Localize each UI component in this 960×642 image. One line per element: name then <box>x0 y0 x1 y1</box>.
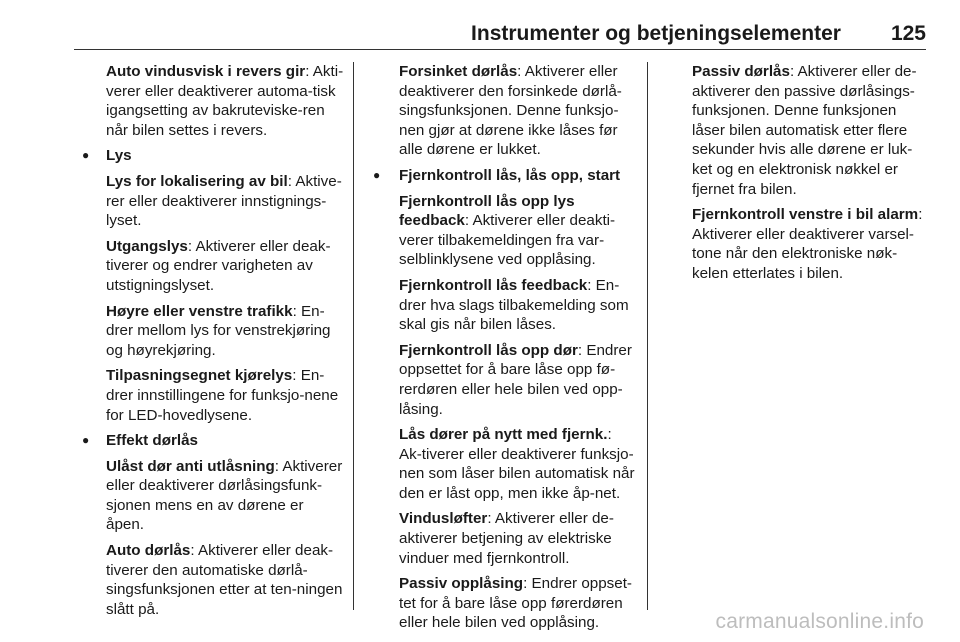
setting-entry <box>660 62 928 199</box>
setting-entry <box>365 341 635 419</box>
setting-description: : Aktiverer eller deak-tiverer den automatiske dørlå-singsfunksjonen etter at ten-ningen slått på. <box>106 542 343 618</box>
setting-term: Passiv dørlås <box>692 63 790 80</box>
setting-term: Auto vindusvisk i revers gir <box>106 63 306 80</box>
setting-entry <box>82 457 344 535</box>
setting-description: : Aktiverer eller deaktiverer varsel-tone når den elektroniske nøk-kelen etterlates i bilen. <box>692 206 923 282</box>
setting-term: Fjernkontroll lås opp dør <box>399 341 578 359</box>
setting-term: Høyre eller venstre trafikk <box>106 302 293 320</box>
setting-description: : Aktiverer eller deak-tiverer og endrer varigheten av utstigningslyset. <box>106 237 331 294</box>
setting-term: Utgangslys <box>106 237 188 255</box>
setting-description: : En-drer innstillingene for funksjo-nene for LED-hovedlysene. <box>106 367 339 424</box>
setting-entry <box>365 509 635 568</box>
setting-term: Passiv opplåsing <box>399 575 524 593</box>
setting-term: Lys for lokalisering av bil <box>106 172 288 190</box>
setting-description: : Aktiverer eller de-aktiverer betjening av elektriske vinduer med fjernkontroll. <box>399 510 614 567</box>
setting-description: : Endrer oppset-tet for å bare låse opp førerdøren eller hele bilen ved opplåsing. <box>399 575 632 632</box>
watermark: carmanualsonline.info <box>715 610 924 633</box>
setting-entry <box>660 205 928 283</box>
setting-term: Fjernkontroll venstre i bil alarm <box>692 206 919 224</box>
setting-entry <box>82 366 344 425</box>
setting-description: : Aktive-rer eller deaktiverer innstignings-lyset. <box>106 172 342 230</box>
column-divider <box>353 62 354 610</box>
column-2 <box>365 62 635 639</box>
setting-term: Auto dørlås <box>106 542 191 560</box>
setting-description: : En-drer mellom lys for venstrekjøring og høyrekjøring. <box>106 302 331 359</box>
setting-entry <box>365 62 635 160</box>
setting-description: : Endrer oppsettet for å bare låse opp fø-rerdøren eller hele bilen ved opp-låsing. <box>399 341 632 418</box>
page-number: 125 <box>890 22 926 45</box>
setting-term: Forsinket dørlås <box>399 63 518 80</box>
setting-term: Fjernkontroll lås feedback <box>399 276 588 294</box>
setting-entry <box>82 62 344 140</box>
header-divider <box>74 49 926 50</box>
setting-entry <box>365 425 635 503</box>
setting-term: Lås dører på nytt med fjernk. <box>399 426 608 444</box>
section-heading-remote: ● Fjernkontroll lås, lås opp, start <box>365 166 635 186</box>
setting-term: Tilpasningsegnet kjørelys <box>106 367 293 385</box>
setting-term: Ulåst dør anti utlåsning <box>106 457 275 475</box>
setting-description: : Aktiverer eller deaktiverer den forsinkede dørlå-singsfunksjonen. Denne funksjo-nen gjør at dørene ikke låses før alle dørene er lukket. <box>399 63 622 159</box>
setting-description: : Ak-tiverer eller deaktiverer funksjo-nen som låser bilen automatisk når den er låst opp, men ikke åp-net. <box>399 426 635 502</box>
setting-description: : Akti-verer eller deaktiverer automa-tisk igangsetting av bakruteviske-ren når bilen settes i revers. <box>106 63 344 139</box>
setting-entry <box>365 192 635 270</box>
setting-term: Fjernkontroll lås opp lys feedback <box>399 192 575 230</box>
setting-description: : En-drer hva slags tilbakemelding som skal gis når bilen låses. <box>399 276 629 334</box>
section-heading-lys: ● Lys <box>82 146 344 166</box>
setting-entry <box>365 574 635 633</box>
setting-entry <box>82 302 344 361</box>
setting-term: Vindusløfter <box>399 510 488 528</box>
setting-entry <box>365 276 635 335</box>
setting-entry <box>82 172 344 231</box>
column-divider <box>647 62 648 610</box>
setting-entry <box>82 541 344 619</box>
setting-description: : Aktiverer eller de-aktiverer den passive dørlåsings-funksjonen. Denne funksjonen låser bilen automatisk etter flere sekunder hvis alle dørene er luk-ket og en elektronisk nøkkel er fjernet fra bilen. <box>692 63 917 198</box>
setting-description: : Aktiverer eller deaktiverer dørlåsingsfunk-sjonen mens en av dørene er åpen. <box>106 457 343 534</box>
page-title: Instrumenter og betjeningselementer <box>471 22 841 45</box>
section-heading-door-lock: ● Effekt dørlås <box>82 431 344 451</box>
setting-description: : Aktiverer eller deakti-verer tilbakemeldingen fra var-selblinklysene ved opplåsing. <box>399 212 616 269</box>
setting-entry <box>82 237 344 296</box>
column-3 <box>660 62 928 290</box>
column-1 <box>82 62 344 625</box>
